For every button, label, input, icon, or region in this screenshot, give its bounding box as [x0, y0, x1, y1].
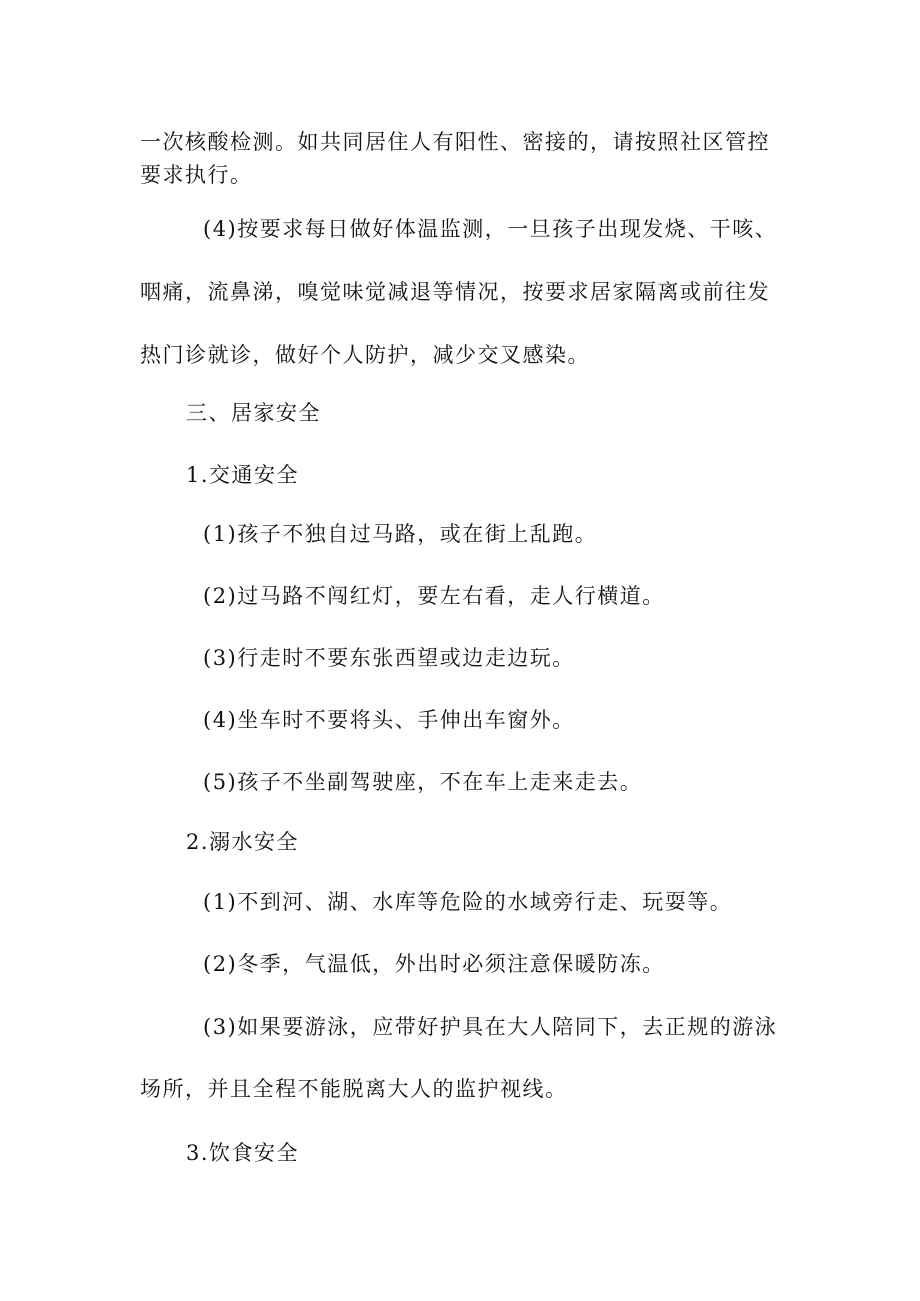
list-item-line: (4)坐车时不要将头、手伸出车窗外。 — [203, 708, 575, 732]
subsection-heading: 2.溺水安全 — [186, 830, 300, 854]
list-item-line: (4)按要求每日做好体温监测，一旦孩子出现发烧、干咳、 — [203, 217, 778, 241]
list-item-line: (3)行走时不要东张西望或边走边玩。 — [203, 646, 575, 670]
list-item-line: (2)冬季，气温低，外出时必须注意保暖防冻。 — [203, 952, 665, 976]
paragraph-line: 咽痛，流鼻涕，嗅觉味觉减退等情况，按要求居家隔离或前往发 — [140, 280, 770, 304]
subsection-heading: 1.交通安全 — [186, 463, 300, 487]
paragraph-line: 一次核酸检测。如共同居住人有阳性、密接的，请按照社区管控 — [140, 130, 770, 154]
list-item-line: (1)孩子不独自过马路，或在街上乱跑。 — [203, 522, 598, 546]
list-item-line: (3)如果要游泳，应带好护具在大人陪同下，去正规的游泳 — [203, 1015, 778, 1039]
paragraph-line: 要求执行。 — [140, 163, 253, 187]
section-heading: 三、居家安全 — [186, 401, 321, 425]
list-item-line: (1)不到河、湖、水库等危险的水域旁行走、玩耍等。 — [203, 890, 733, 914]
paragraph-line: 场所，并且全程不能脱离大人的监护视线。 — [140, 1077, 568, 1101]
list-item-line: (5)孩子不坐副驾驶座，不在车上走来走去。 — [203, 770, 643, 794]
subsection-heading: 3.饮食安全 — [186, 1141, 300, 1165]
list-item-line: (2)过马路不闯红灯，要左右看，走人行横道。 — [203, 584, 665, 608]
paragraph-line: 热门诊就诊，做好个人防护，减少交叉感染。 — [140, 343, 590, 367]
